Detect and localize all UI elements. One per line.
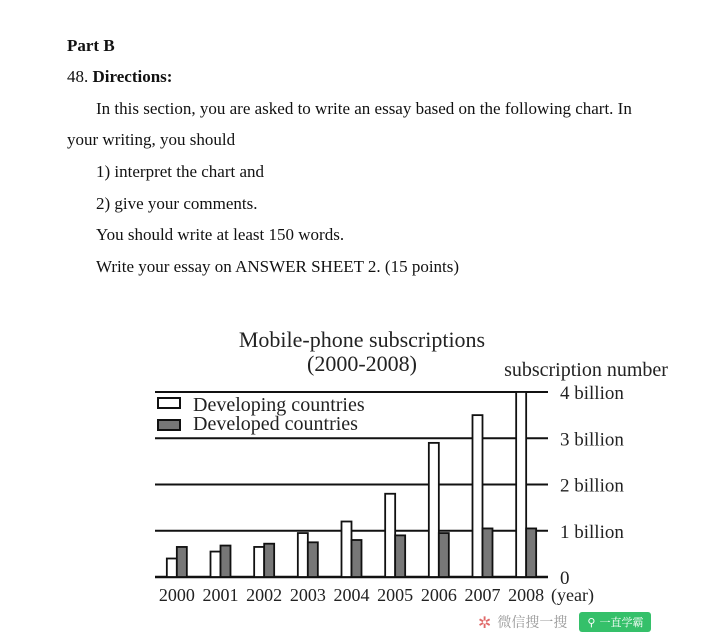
- x-tick-label-2007: 2007: [464, 585, 501, 605]
- bar-developed-2005: [395, 535, 405, 577]
- directions-label: Directions:: [92, 67, 173, 86]
- x-tick-label-2003: 2003: [289, 585, 326, 605]
- x-tick-label-2006: 2006: [420, 585, 457, 605]
- y-tick-label-4: 4 billion: [560, 383, 624, 404]
- y-tick-label-0: 0: [560, 568, 570, 589]
- search-button-label: 一直学霸: [599, 616, 644, 629]
- x-tick-label-2002: 2002: [246, 585, 283, 605]
- x-tick-label-2001: 2001: [202, 585, 239, 605]
- watermark-text: 微信搜一搜: [497, 615, 568, 631]
- bar-developing-2008: [516, 392, 526, 577]
- x-axis-unit: (year): [551, 585, 594, 605]
- search-button[interactable]: [579, 612, 651, 632]
- bar-developing-2002: [254, 547, 264, 577]
- bar-developing-2007: [473, 415, 483, 577]
- x-tick-label-2000: 2000: [158, 585, 195, 605]
- bar-developing-2005: [385, 494, 395, 577]
- bar-developed-2003: [308, 542, 318, 577]
- question-number: 48.: [67, 67, 89, 86]
- part-heading: Part B: [67, 36, 115, 55]
- bar-developing-2003: [298, 533, 308, 577]
- legend-label-developing: Developing countries: [193, 394, 365, 416]
- bar-developed-2001: [221, 546, 231, 577]
- legend-label-developed: Developed countries: [193, 413, 358, 435]
- bar-developed-2002: [264, 544, 274, 577]
- instruction-item-1: 1) interpret the chart and: [96, 162, 265, 181]
- bar-developing-2006: [429, 443, 439, 577]
- x-tick-label-2005: 2005: [377, 585, 414, 605]
- bar-developing-2004: [342, 522, 352, 578]
- legend-swatch-developing: [158, 398, 180, 408]
- answer-sheet-note: Write your essay on ANSWER SHEET 2. (15 points): [96, 257, 460, 276]
- intro-line-1: In this section, you are asked to write an essay based on the following chart. In: [96, 99, 632, 118]
- sparkle-icon: ✲: [478, 612, 492, 632]
- y-axis-label: subscription number: [504, 359, 668, 381]
- bar-developed-2007: [483, 528, 493, 577]
- intro-line-2: your writing, you should: [67, 130, 236, 149]
- y-tick-labels: [560, 383, 624, 589]
- y-tick-label-2: 2 billion: [560, 475, 624, 497]
- chart-title: Mobile-phone subscriptions: [238, 327, 486, 352]
- bar-developed-2000: [177, 547, 187, 577]
- search-icon: ⚲: [587, 615, 596, 629]
- legend: [158, 394, 365, 435]
- legend-swatch-developed: [158, 420, 180, 430]
- y-tick-label-3: 3 billion: [560, 429, 624, 451]
- x-tick-label-2004: 2004: [333, 585, 370, 605]
- bar-developed-2006: [439, 533, 449, 577]
- word-requirement: You should write at least 150 words.: [96, 225, 345, 244]
- bar-developing-2001: [211, 552, 221, 577]
- watermark: [478, 611, 651, 633]
- y-tick-label-1: 1 billion: [560, 521, 624, 543]
- bar-developing-2000: [167, 559, 177, 578]
- instruction-item-2: 2) give your comments.: [96, 194, 258, 213]
- bar-developed-2004: [352, 540, 362, 577]
- x-tick-label-2008: 2008: [508, 585, 545, 605]
- chart-subtitle: (2000-2008): [307, 351, 417, 376]
- x-tick-labels: [159, 585, 544, 605]
- bar-developed-2008: [526, 528, 536, 577]
